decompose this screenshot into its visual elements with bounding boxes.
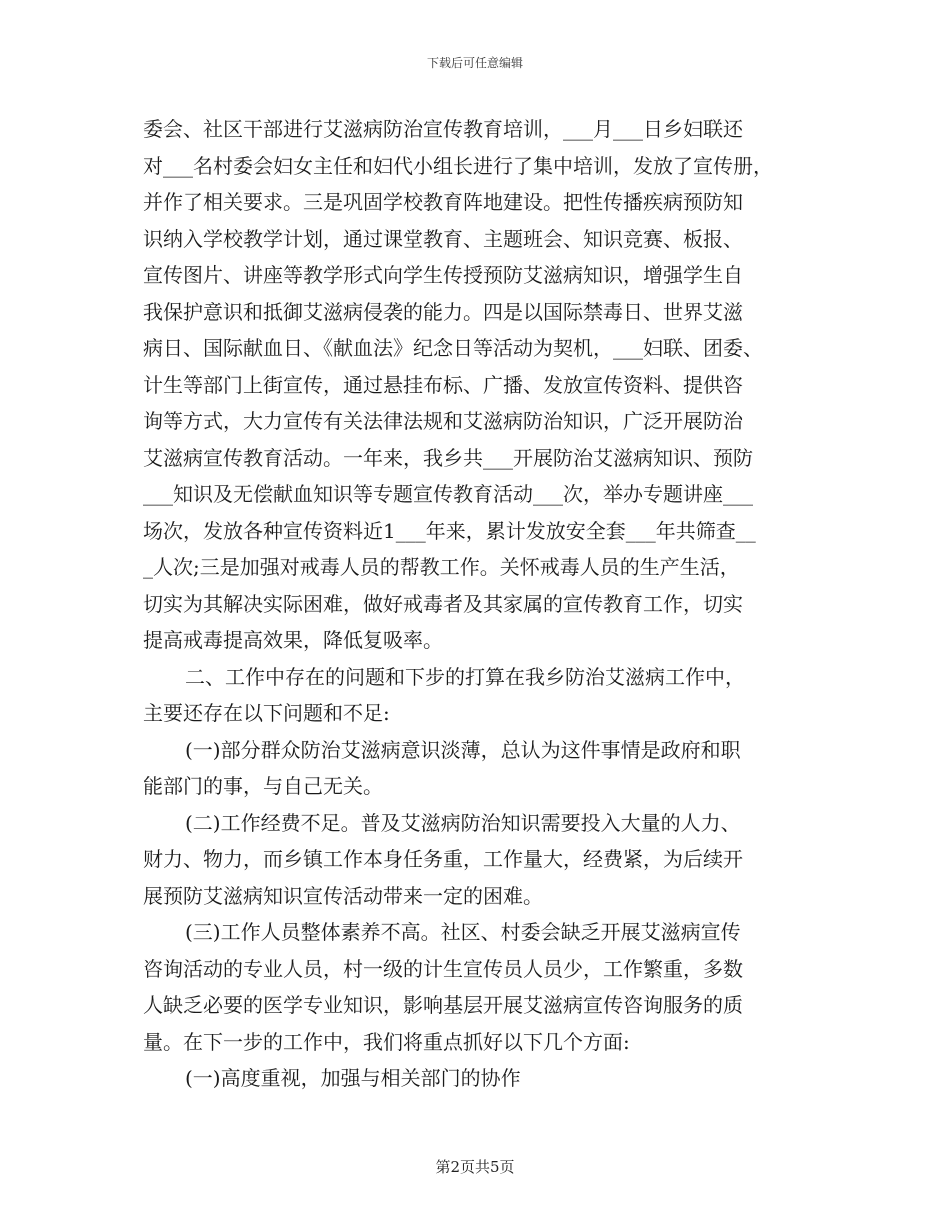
text-line: 艾滋病宣传教育活动。一年来，我乡共___开展防治艾滋病知识、预防 — [143, 445, 753, 470]
text-line: _人次;三是加强对戒毒人员的帮教工作。关怀戒毒人员的生产生活， — [143, 555, 740, 579]
text-line: (一)高度重视，加强与相关部门的协作 — [185, 1066, 521, 1090]
paragraph-section-two-heading — [143, 659, 815, 732]
text-line: 询等方式，大力宣传有关法律法规和艾滋病防治知识，广泛开展防治 — [143, 409, 743, 433]
text-line: 财力、物力，而乡镇工作本身任务重，工作量大，经费紧，为后续开 — [143, 847, 743, 871]
document-body — [143, 111, 815, 1097]
text-line: 量。在下一步的工作中，我们将重点抓好以下几个方面: — [143, 1029, 630, 1054]
paragraph-plan-one — [143, 1060, 815, 1097]
text-line: 并作了相关要求。三是巩固学校教育阵地建设。把性传播疾病预防知 — [143, 190, 743, 214]
paragraph-problem-three — [143, 914, 815, 1060]
text-line: (二)工作经费不足。普及艾滋病防治知识需要投入大量的人力、 — [185, 810, 741, 835]
text-line: 病日、国际献血日、《献血法》纪念日等活动为契机，___妇联、团委、 — [143, 336, 763, 360]
paragraph-problem-one — [143, 732, 815, 805]
text-line: (三)工作人员整体素养不高。社区、村委会缺乏开展艾滋病宣传 — [185, 920, 741, 944]
text-line: 场次，发放各种宣传资料近1___年来，累计发放安全套___年共筛查__ — [143, 518, 756, 543]
text-line: 对___名村委会妇女主任和妇代小组长进行了集中培训，发放了宣传册， — [143, 153, 773, 178]
text-line: 宣传图片、讲座等教学形式向学生传授预防艾滋病知识，增强学生自 — [143, 263, 743, 287]
text-line: 识纳入学校教学计划，通过课堂教育、主题班会、知识竞赛、板报、 — [143, 226, 743, 251]
page-header-note: 下载后可任意编辑 — [426, 56, 523, 70]
text-line: 我保护意识和抵御艾滋病侵袭的能力。四是以国际禁毒日、世界艾滋 — [143, 299, 743, 324]
text-line: (一)部分群众防治艾滋病意识淡薄，总认为这件事情是政府和职 — [185, 737, 741, 762]
text-line: 人缺乏必要的医学专业知识，影响基层开展艾滋病宣传咨询服务的质 — [143, 993, 743, 1017]
text-line: ___知识及无偿献血知识等专题宣传教育活动___次，举办专题讲座___ — [143, 482, 753, 506]
text-line: 切实为其解决实际困难，做好戒毒者及其家属的宣传教育工作，切实 — [143, 591, 743, 616]
text-line: 二、工作中存在的问题和下步的打算在我乡防治艾滋病工作中， — [185, 664, 745, 689]
paragraph-awareness-activities — [143, 111, 815, 659]
text-line: 咨询活动的专业人员，村一级的计生宣传员人员少，工作繁重，多数 — [143, 956, 743, 981]
text-line: 展预防艾滋病知识宣传活动带来一定的困难。 — [143, 883, 543, 908]
text-line: 提高戒毒提高效果，降低复吸率。 — [143, 628, 443, 652]
text-line: 计生等部门上街宣传，通过悬挂布标、广播、发放宣传资料、提供咨 — [143, 372, 743, 397]
paragraph-problem-two — [143, 805, 815, 915]
text-line: 委会、社区干部进行艾滋病防治宣传教育培训，___月___日乡妇联还 — [143, 117, 743, 141]
text-line: 主要还存在以下问题和不足: — [143, 701, 390, 725]
page-number-footer: 第2页共5页 — [435, 1158, 515, 1176]
text-line: 能部门的事，与自己无关。 — [143, 774, 383, 798]
